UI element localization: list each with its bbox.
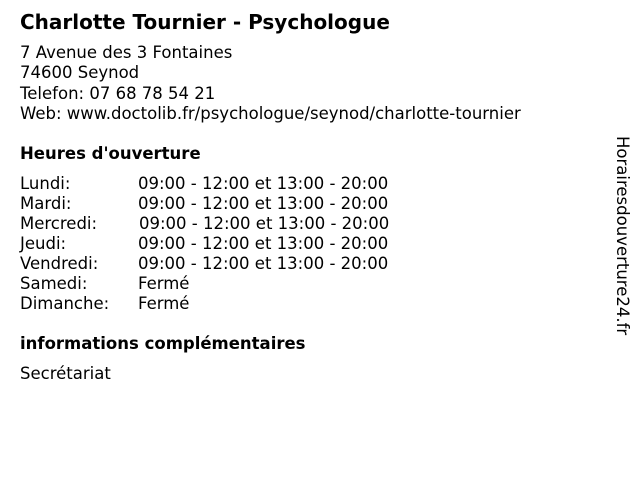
- address-street: 7 Avenue des 3 Fontaines: [20, 43, 233, 62]
- day-hours: 09:00 - 12:00 et 13:00 - 20:00: [138, 194, 389, 213]
- day-label: Dimanche:: [20, 294, 110, 313]
- day-hours: 09:00 - 12:00 et 13:00 - 20:00: [138, 254, 389, 273]
- day-hours: 09:00 - 12:00 et 13:00 - 20:00: [139, 214, 390, 233]
- day-label: Lundi:: [20, 174, 71, 193]
- phone-number: Telefon: 07 68 78 54 21: [20, 83, 216, 103]
- day-label: Mardi:: [20, 194, 72, 213]
- website-url: Web: www.doctolib.fr/psychologue/seynod/charlotte-tournier: [20, 103, 521, 123]
- opening-hours-heading: Heures d'ouverture: [20, 144, 201, 163]
- page-title: Charlotte Tournier - Psychologue: [20, 10, 390, 34]
- address-city: 74600 Seynod: [20, 63, 140, 83]
- day-hours: 09:00 - 12:00 et 13:00 - 20:00: [138, 174, 389, 193]
- site-watermark: Horairesdouverture24.fr: [613, 136, 632, 336]
- day-label: Mercredi:: [20, 214, 98, 233]
- business-contact-block: [20, 43, 521, 124]
- day-hours: Fermé: [138, 274, 190, 293]
- day-label: Vendredi:: [20, 254, 99, 273]
- additional-info-heading: informations complémentaires: [20, 334, 306, 353]
- day-hours: Fermé: [138, 294, 190, 313]
- additional-info-text: Secrétariat: [20, 364, 111, 383]
- day-label: Jeudi:: [20, 234, 67, 253]
- day-hours: 09:00 - 12:00 et 13:00 - 20:00: [138, 234, 389, 253]
- day-label: Samedi:: [20, 274, 88, 293]
